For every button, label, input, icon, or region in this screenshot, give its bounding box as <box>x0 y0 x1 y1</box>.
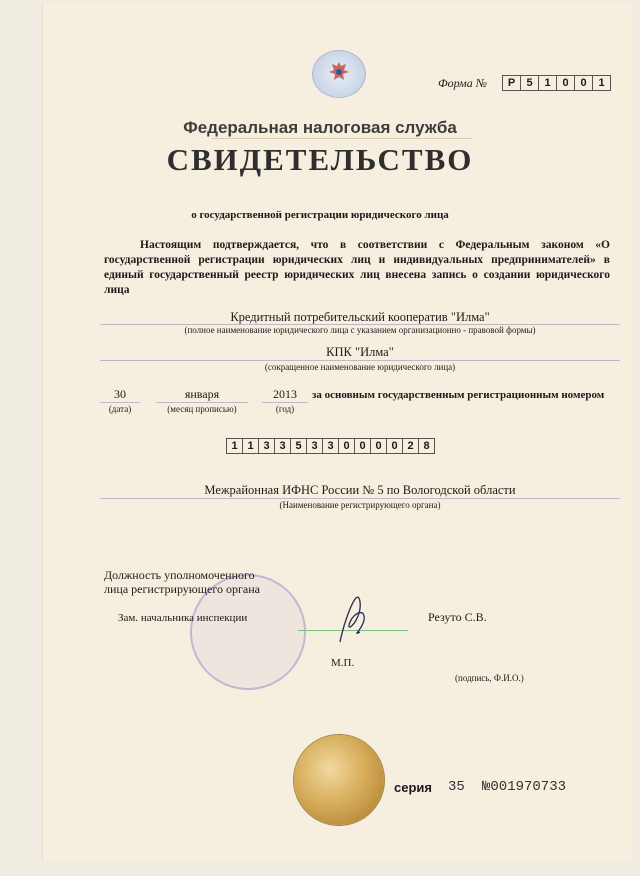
date-month-underline <box>156 402 248 403</box>
document-number: №001970733 <box>482 779 567 795</box>
authority-name: Федеральная налоговая служба <box>183 118 457 137</box>
ogrn-digit: 0 <box>354 438 371 454</box>
official-title-line: Должность уполномоченного <box>104 568 255 582</box>
ogrn-digit: 0 <box>370 438 387 454</box>
date-year-caption: (год) <box>275 404 295 414</box>
stamp-place-label: М.П. <box>331 657 355 669</box>
full-name-value: Кредитный потребительский кооператив "Илма" <box>230 310 490 324</box>
confirmation-text: Настоящим подтверждается, что в соответствии с Федеральным законом «О государственной регистрации юридических лиц и индивидуальных предпринимателей» в единый государственный реестр юридических лиц внесена запись о создании юридического лица <box>104 239 610 296</box>
document-subtitle: о государственной регистрации юридического лица <box>191 209 449 221</box>
form-digit: 5 <box>520 75 539 91</box>
ogrn-digit: 0 <box>386 438 403 454</box>
form-number-label: Форма № <box>438 76 488 90</box>
short-name-value: КПК "Илма" <box>326 345 394 359</box>
full-name-caption: (полное наименование юридического лица с указанием организационно - правовой формы) <box>184 325 536 335</box>
ogrn-label: за основным государственным регистрационным номером <box>312 389 605 401</box>
ogrn-number-boxes <box>227 438 435 454</box>
registering-authority-value: Межрайонная ИФНС России № 5 по Вологодской области <box>204 483 516 497</box>
signer-name: Резуто С.В. <box>428 610 487 624</box>
ogrn-digit: 1 <box>226 438 243 454</box>
signer-position: Зам. начальника инспекции <box>118 612 248 624</box>
signature-caption: (подпись, Ф.И.О.) <box>455 673 524 683</box>
ogrn-digit: 3 <box>306 438 323 454</box>
ogrn-digit: 3 <box>274 438 291 454</box>
registering-authority-caption: (Наименование регистрирующего органа) <box>279 500 441 510</box>
gold-hologram-seal <box>294 735 384 825</box>
ogrn-digit: 5 <box>290 438 307 454</box>
coat-of-arms-icon <box>312 50 366 98</box>
ogrn-digit: 3 <box>258 438 275 454</box>
short-name-underline <box>100 360 620 361</box>
short-name-caption: (сокращенное наименование юридического лица) <box>264 362 456 372</box>
registering-authority-underline <box>100 498 620 499</box>
date-year-underline <box>262 402 308 403</box>
date-year-value: 2013 <box>273 387 297 401</box>
date-day-caption: (дата) <box>108 404 132 414</box>
ogrn-digit: 2 <box>402 438 419 454</box>
ogrn-digit: 0 <box>338 438 355 454</box>
ogrn-digit: 3 <box>322 438 339 454</box>
date-day-underline <box>100 402 140 403</box>
document-title: СВИДЕТЕЛЬСТВО <box>166 142 474 177</box>
form-digit: 1 <box>592 75 611 91</box>
ogrn-digit: 8 <box>418 438 435 454</box>
form-digit: 0 <box>556 75 575 91</box>
date-month-caption: (месяц прописью) <box>167 404 237 414</box>
official-title <box>104 568 260 596</box>
form-number-boxes <box>503 75 611 91</box>
ogrn-digit: 1 <box>242 438 259 454</box>
form-digit: Р <box>502 75 521 91</box>
official-title-line: лица регистрирующего органа <box>104 582 260 596</box>
form-digit: 1 <box>538 75 557 91</box>
date-day-value: 30 <box>114 387 126 401</box>
divider <box>212 138 472 139</box>
date-month-value: января <box>184 387 220 401</box>
handwritten-signature <box>330 592 378 648</box>
series-label: серия <box>394 780 432 795</box>
form-digit: 0 <box>574 75 593 91</box>
eagle-icon <box>327 60 351 86</box>
series-number: 35 <box>448 779 465 795</box>
